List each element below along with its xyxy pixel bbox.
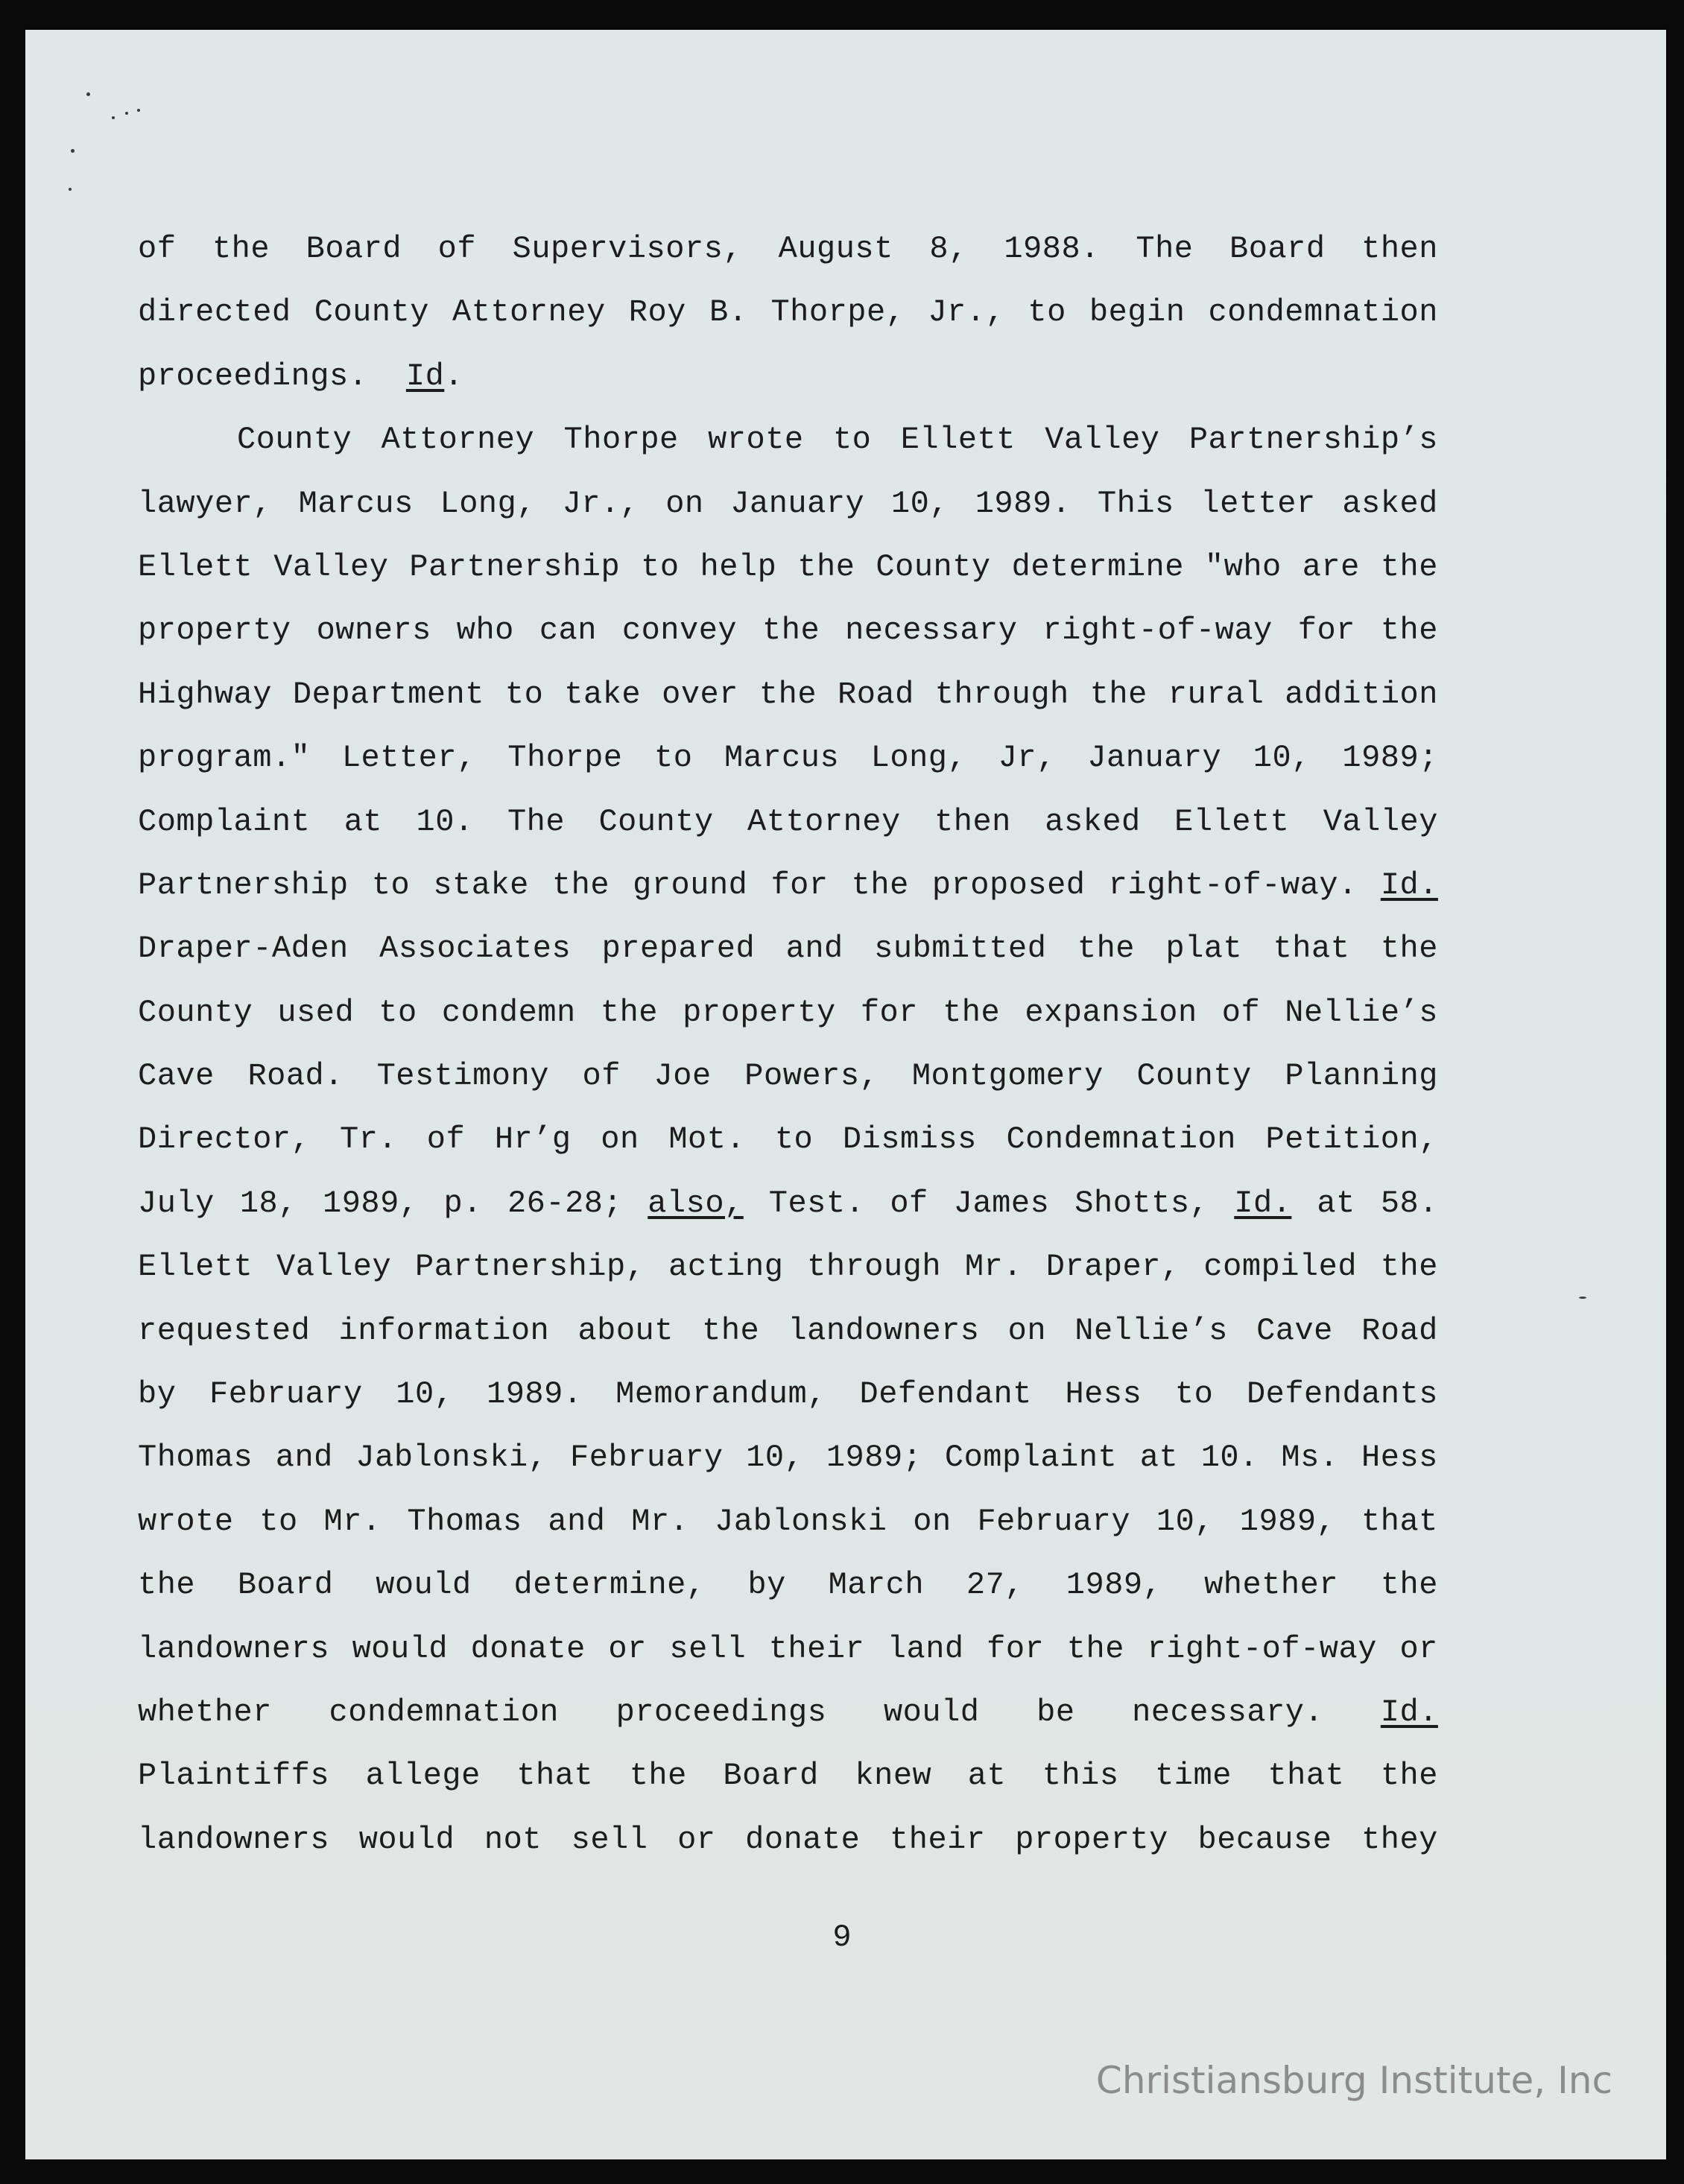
word: Nellie’s	[1285, 994, 1438, 1031]
word: Jablonski	[715, 1503, 887, 1539]
word: at	[344, 803, 383, 840]
word: on	[665, 485, 704, 522]
word: determine	[1011, 548, 1184, 585]
word: to	[371, 867, 411, 903]
word: Powers,	[744, 1058, 879, 1095]
word: 10,	[890, 485, 949, 522]
word: plat	[1165, 931, 1243, 967]
word: 10,	[1156, 1503, 1214, 1539]
text-line	[138, 345, 1438, 408]
word: would	[376, 1567, 472, 1604]
word: donate	[470, 1630, 586, 1667]
word: 1989,	[1066, 1567, 1162, 1604]
word: Hr’g	[494, 1121, 572, 1158]
word: 1989,	[322, 1185, 419, 1221]
word: Draper,	[1045, 1249, 1180, 1285]
word: stake	[433, 867, 529, 903]
text-line	[138, 1045, 1438, 1108]
word: they	[1361, 1821, 1438, 1858]
word: Defendant	[859, 1376, 1032, 1413]
word: Partnership	[409, 548, 621, 585]
word: or	[677, 1821, 716, 1858]
citation-id: Id.	[1234, 1185, 1292, 1221]
word: landowners	[138, 1630, 330, 1667]
word: determine,	[513, 1567, 706, 1604]
word: 10.	[416, 803, 474, 840]
word: at	[1139, 1440, 1179, 1476]
word: proposed	[931, 867, 1086, 903]
word: Long,	[440, 485, 536, 522]
word: about	[577, 1312, 674, 1349]
word: Thorpe	[507, 740, 623, 776]
word: Shotts,	[1074, 1185, 1209, 1221]
word: to	[1028, 294, 1066, 331]
word: Road	[838, 676, 914, 712]
word: the	[1066, 1630, 1124, 1667]
word: Dismiss	[842, 1121, 977, 1158]
word: Defendants	[1246, 1376, 1438, 1413]
word: would	[883, 1694, 980, 1730]
word: for	[770, 867, 829, 903]
word: by	[747, 1567, 786, 1604]
word: owners	[316, 613, 431, 649]
word: 1989.	[487, 1376, 583, 1413]
word: at	[1317, 1185, 1355, 1221]
word: Petition,	[1265, 1121, 1438, 1158]
word: and	[785, 931, 843, 967]
word: The	[1136, 231, 1194, 267]
word: ground	[633, 867, 748, 903]
word: that	[516, 1758, 594, 1794]
word: time	[1155, 1758, 1232, 1794]
body-text	[138, 218, 1438, 1872]
word: on	[1007, 1312, 1047, 1349]
word: Mr.	[631, 1503, 689, 1539]
word: This	[1097, 485, 1174, 522]
word: 10.	[1200, 1440, 1259, 1476]
word: Ellett	[138, 548, 253, 585]
word: Complaint	[138, 803, 311, 840]
word: for	[1297, 613, 1355, 649]
word: of	[426, 1121, 466, 1158]
word: Supervisors,	[512, 231, 743, 267]
word: Board	[1229, 231, 1326, 267]
word: landowners	[138, 1821, 330, 1858]
word: over	[662, 676, 738, 712]
word: to	[832, 422, 872, 458]
word: Long,	[870, 740, 967, 776]
text-line	[138, 218, 1438, 281]
word: to	[774, 1121, 814, 1158]
word: the	[1077, 931, 1135, 967]
word: 27,	[966, 1567, 1024, 1604]
word: not	[484, 1821, 542, 1858]
word: expansion	[1025, 994, 1197, 1031]
word: Mot.	[668, 1121, 746, 1158]
word: Jr,	[998, 740, 1056, 776]
word: their	[890, 1821, 986, 1858]
word: be	[1036, 1694, 1075, 1730]
word: Board	[723, 1758, 819, 1794]
text-line	[138, 1235, 1438, 1299]
word: 10,	[396, 1376, 454, 1413]
word-also: also,	[648, 1185, 744, 1221]
word: requested	[138, 1312, 311, 1349]
word: proceedings	[615, 1694, 827, 1730]
word: Nellie’s	[1074, 1312, 1228, 1349]
word: August	[778, 231, 893, 267]
word: rural	[1168, 676, 1264, 712]
word: January	[1087, 740, 1222, 776]
text-line	[138, 1808, 1438, 1872]
text-line	[138, 1300, 1438, 1363]
word: to	[654, 740, 693, 776]
word: sell	[669, 1630, 747, 1667]
word: on	[601, 1121, 639, 1158]
word: on	[913, 1503, 952, 1539]
word: Planning	[1285, 1058, 1438, 1095]
page-number: 9	[832, 1919, 852, 1955]
word: who	[456, 613, 514, 649]
word: property	[1015, 1821, 1168, 1858]
speck	[86, 92, 90, 96]
text-line	[138, 1490, 1438, 1554]
word: lawyer,	[138, 485, 272, 522]
word: wrote	[708, 422, 804, 458]
citation-id: Id	[405, 358, 445, 394]
word: The	[507, 803, 566, 840]
word: that	[1361, 1503, 1438, 1539]
word: right-of-way.	[1108, 867, 1358, 903]
word: Cave	[1256, 1312, 1333, 1349]
speck	[137, 109, 140, 112]
text-line	[138, 281, 1438, 344]
word: to	[259, 1503, 298, 1539]
word: Joe	[653, 1058, 712, 1095]
word: Letter,	[341, 740, 476, 776]
word: Attorney	[747, 803, 901, 840]
word: their	[768, 1630, 865, 1667]
word: Valley	[1045, 422, 1160, 458]
word: Draper-Aden	[138, 931, 349, 967]
word: property	[683, 994, 836, 1031]
word: 26-28;	[507, 1185, 623, 1221]
word: Condemnation	[1006, 1121, 1236, 1158]
word: that	[1273, 931, 1350, 967]
word: the	[762, 613, 820, 649]
word: through	[807, 1249, 942, 1285]
word: landowners	[788, 1312, 980, 1349]
word: the	[702, 1312, 760, 1349]
word: the	[1380, 1567, 1438, 1604]
word: County	[138, 994, 253, 1031]
word: Jablonski,	[355, 1440, 548, 1476]
word: Ms.	[1281, 1440, 1339, 1476]
word: 58.	[1380, 1185, 1438, 1221]
word: take	[564, 676, 642, 712]
word: Tr.	[339, 1121, 398, 1158]
speck	[71, 149, 75, 153]
word: County	[1136, 1058, 1252, 1095]
word: necessary.	[1132, 1694, 1324, 1730]
word: then	[934, 803, 1011, 840]
watermark: Christiansburg Institute, Inc	[1095, 2059, 1612, 2102]
word: James	[953, 1185, 1050, 1221]
word: condemn	[441, 994, 576, 1031]
word: addition	[1285, 676, 1438, 712]
word: 1989;	[826, 1440, 922, 1476]
word: to	[641, 548, 680, 585]
word: 1988.	[1004, 231, 1100, 267]
text-line	[138, 981, 1438, 1045]
word: Thomas	[138, 1440, 253, 1476]
word: Hess	[1065, 1376, 1142, 1413]
word: Jr.,	[562, 485, 639, 522]
text-line	[138, 1426, 1438, 1490]
word: 8,	[929, 231, 968, 267]
text-line	[138, 1172, 1438, 1235]
speck	[69, 188, 72, 191]
word: Road.	[247, 1058, 344, 1095]
word: Mr.	[964, 1249, 1022, 1285]
word: Valley	[276, 1249, 392, 1285]
word: the	[1380, 548, 1438, 585]
word: whether	[138, 1694, 272, 1730]
text-line	[138, 599, 1438, 662]
text-line	[138, 727, 1438, 790]
citation-id: Id.	[1380, 867, 1438, 903]
word: to	[504, 676, 544, 712]
word: Test.	[768, 1185, 865, 1221]
word: .	[444, 358, 464, 394]
word: Highway	[138, 676, 272, 712]
word: land	[887, 1630, 964, 1667]
word: Ellett	[138, 1249, 253, 1285]
word: Marcus	[724, 740, 840, 776]
word: asked	[1045, 803, 1141, 840]
word: 10,	[746, 1440, 804, 1476]
word: the	[1089, 676, 1148, 712]
word: Ellett	[900, 422, 1016, 458]
speck	[112, 116, 115, 119]
word: Partnership	[138, 867, 349, 903]
word: and	[275, 1440, 333, 1476]
word: "who	[1204, 548, 1282, 585]
word: Associates	[379, 931, 572, 967]
word: acting	[668, 1249, 784, 1285]
word: property	[138, 613, 291, 649]
word: 1989,	[1239, 1503, 1336, 1539]
text-line	[138, 1618, 1438, 1681]
text-line	[138, 854, 1438, 917]
word: 1989.	[975, 485, 1072, 522]
citation-id: Id.	[1380, 1694, 1438, 1730]
word: Director,	[138, 1121, 311, 1158]
word: of	[437, 231, 477, 267]
word: the	[943, 994, 1001, 1031]
word: are	[1302, 548, 1360, 585]
word: prepared	[601, 931, 756, 967]
text-line	[138, 536, 1438, 599]
word: to	[1174, 1376, 1214, 1413]
word: right-of-way	[1147, 1630, 1377, 1667]
word: of	[1221, 994, 1261, 1031]
word: the	[759, 676, 817, 712]
word: February	[977, 1503, 1131, 1539]
word: letter	[1200, 485, 1316, 522]
word: the	[551, 867, 610, 903]
word: Department	[292, 676, 484, 712]
word: February	[209, 1376, 363, 1413]
word: Cave	[138, 1058, 215, 1095]
word: July	[138, 1185, 215, 1221]
word: the	[1380, 1249, 1438, 1285]
word: for	[987, 1630, 1045, 1667]
word: Attorney	[381, 422, 535, 458]
text-line	[138, 791, 1438, 854]
word: Montgomery	[911, 1058, 1104, 1095]
word: directed	[138, 294, 291, 331]
word: allege	[365, 1758, 481, 1794]
word: would	[352, 1630, 449, 1667]
word: compiled	[1203, 1249, 1358, 1285]
word: Roy	[628, 294, 686, 331]
word: of	[890, 1185, 928, 1221]
word: would	[358, 1821, 455, 1858]
word: asked	[1342, 485, 1438, 522]
word: Marcus	[298, 485, 414, 522]
word: Partnership’s	[1188, 422, 1438, 458]
word: 10,	[1253, 740, 1311, 776]
word: to	[379, 994, 417, 1031]
text-line	[138, 663, 1438, 727]
word: Testimony	[376, 1058, 549, 1095]
word: Valley	[1323, 803, 1438, 840]
word: the	[629, 1758, 687, 1794]
word: Board	[237, 1567, 334, 1604]
word: County	[237, 422, 352, 458]
word: information	[338, 1312, 550, 1349]
word: Ellett	[1174, 803, 1290, 840]
word: condemnation	[1208, 294, 1438, 331]
word: the	[600, 994, 658, 1031]
word: Complaint	[944, 1440, 1118, 1476]
word: the	[851, 867, 909, 903]
word: that	[1267, 1758, 1345, 1794]
word: this	[1042, 1758, 1119, 1794]
word: help	[700, 548, 777, 585]
word: proceedings.	[138, 358, 368, 394]
word: February	[570, 1440, 724, 1476]
word: the	[1380, 613, 1438, 649]
word: the	[138, 1567, 196, 1604]
word: County	[876, 548, 991, 585]
word: County	[314, 294, 429, 331]
word: program."	[138, 740, 311, 776]
word: convey	[621, 613, 738, 649]
word: at	[967, 1758, 1007, 1794]
word: wrote	[138, 1503, 234, 1539]
word: sell	[571, 1821, 648, 1858]
word: of	[138, 231, 177, 267]
word: of	[582, 1058, 621, 1095]
word: Hess	[1361, 1440, 1438, 1476]
word: then	[1361, 231, 1438, 267]
word: knew	[855, 1758, 932, 1794]
word: necessary	[845, 613, 1018, 649]
word: right-of-way	[1042, 613, 1273, 649]
word: Memorandum,	[615, 1376, 826, 1413]
word: March	[828, 1567, 925, 1604]
word: Mr.	[323, 1503, 382, 1539]
word: through	[934, 676, 1069, 712]
word: because	[1197, 1821, 1332, 1858]
word: 1989;	[1342, 740, 1438, 776]
word: County	[598, 803, 714, 840]
text-line	[138, 1108, 1438, 1171]
word: or	[608, 1630, 647, 1667]
word: used	[277, 994, 355, 1031]
word: donate	[745, 1821, 861, 1858]
word: and	[548, 1503, 606, 1539]
word: Board	[306, 231, 402, 267]
text-line	[138, 472, 1438, 536]
word: the	[1380, 1758, 1438, 1794]
word: Valley	[273, 548, 389, 585]
word: begin	[1089, 294, 1186, 331]
word: Partnership,	[414, 1249, 645, 1285]
word: 18,	[239, 1185, 297, 1221]
word: the	[212, 231, 270, 267]
word: or	[1399, 1630, 1438, 1667]
text-line	[138, 408, 1438, 472]
speck	[125, 112, 128, 115]
text-line	[138, 1554, 1438, 1617]
word: Attorney	[452, 294, 606, 331]
word: Thorpe	[563, 422, 679, 458]
word: Road	[1361, 1312, 1438, 1349]
word: for	[860, 994, 918, 1031]
word: the	[797, 548, 855, 585]
word: p.	[443, 1185, 482, 1221]
text-line	[138, 1363, 1438, 1426]
word: condemnation	[329, 1694, 559, 1730]
speck	[1579, 1297, 1586, 1299]
word: January	[730, 485, 865, 522]
word: whether	[1204, 1567, 1339, 1604]
word: the	[1380, 931, 1438, 967]
word: B.	[709, 294, 748, 331]
word: Thomas	[407, 1503, 522, 1539]
text-line	[138, 1744, 1438, 1808]
text-line	[138, 917, 1438, 981]
text-line	[138, 1681, 1438, 1744]
word: Jr.,	[928, 294, 1005, 331]
word: can	[539, 613, 597, 649]
word: by	[138, 1376, 177, 1413]
word: submitted	[874, 931, 1047, 967]
word: Plaintiffs	[138, 1758, 330, 1794]
word: Thorpe,	[770, 294, 905, 331]
